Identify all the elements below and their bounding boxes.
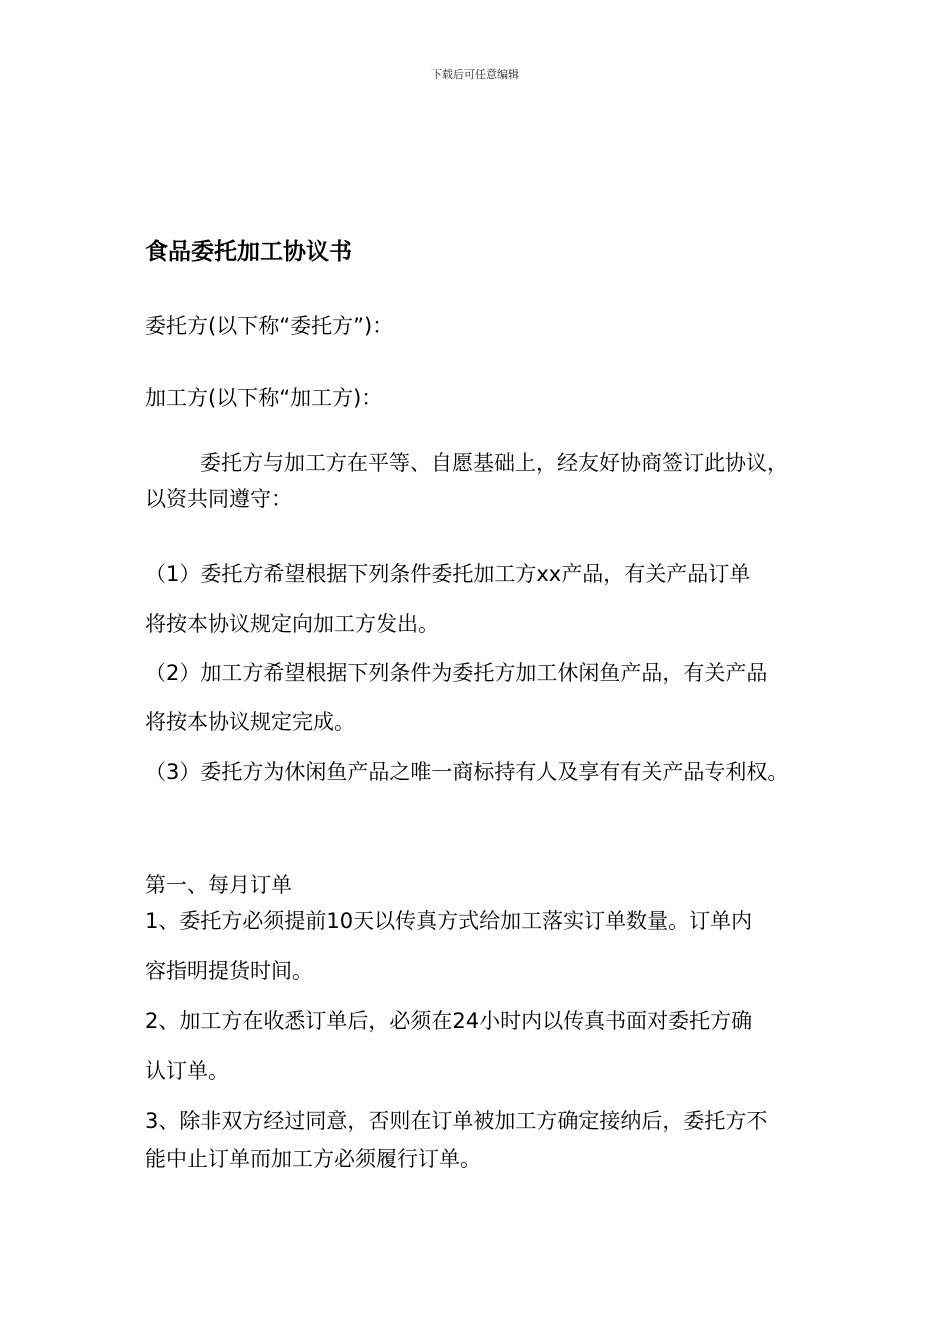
item-2-line-1: 2、加工方在收悉订单后，必须在24小时内以传真书面对委托方确 xyxy=(145,1009,753,1033)
clause-1-line-1: （1）委托方希望根据下列条件委托加工方xx产品，有关产品订单 xyxy=(145,562,751,586)
item-1-line-2: 容指明提货时间。 xyxy=(145,959,313,983)
party-b-line: 加工方(以下称“加工方)： xyxy=(145,386,383,410)
party-a-line: 委托方(以下称“委托方”)： xyxy=(145,314,394,338)
item-3-line-2: 能中止订单而加工方必须履行订单。 xyxy=(145,1147,481,1171)
section-1-heading: 第一、每月订单 xyxy=(145,873,292,897)
item-2-line-2: 认订单。 xyxy=(145,1059,229,1083)
intro-line-2: 以资共同遵守： xyxy=(145,487,292,511)
page-header-note: 下载后可任意编辑 xyxy=(431,68,519,81)
item-3-line-1: 3、除非双方经过同意，否则在订单被加工方确定接纳后，委托方不 xyxy=(145,1109,768,1133)
clause-1-line-2: 将按本协议规定向加工方发出。 xyxy=(145,612,439,636)
item-1-line-1: 1、委托方必须提前10天以传真方式给加工落实订单数量。订单内 xyxy=(145,909,753,933)
clause-2-line-1: （2）加工方希望根据下列条件为委托方加工休闲鱼产品，有关产品 xyxy=(145,661,768,685)
document-title: 食品委托加工协议书 xyxy=(145,239,352,265)
intro-line-1: 委托方与加工方在平等、自愿基础上，经友好协商签订此协议， xyxy=(200,451,788,475)
clause-2-line-2: 将按本协议规定完成。 xyxy=(145,710,355,734)
clause-3: （3）委托方为休闲鱼产品之唯一商标持有人及享有有关产品专利权。 xyxy=(145,760,789,784)
